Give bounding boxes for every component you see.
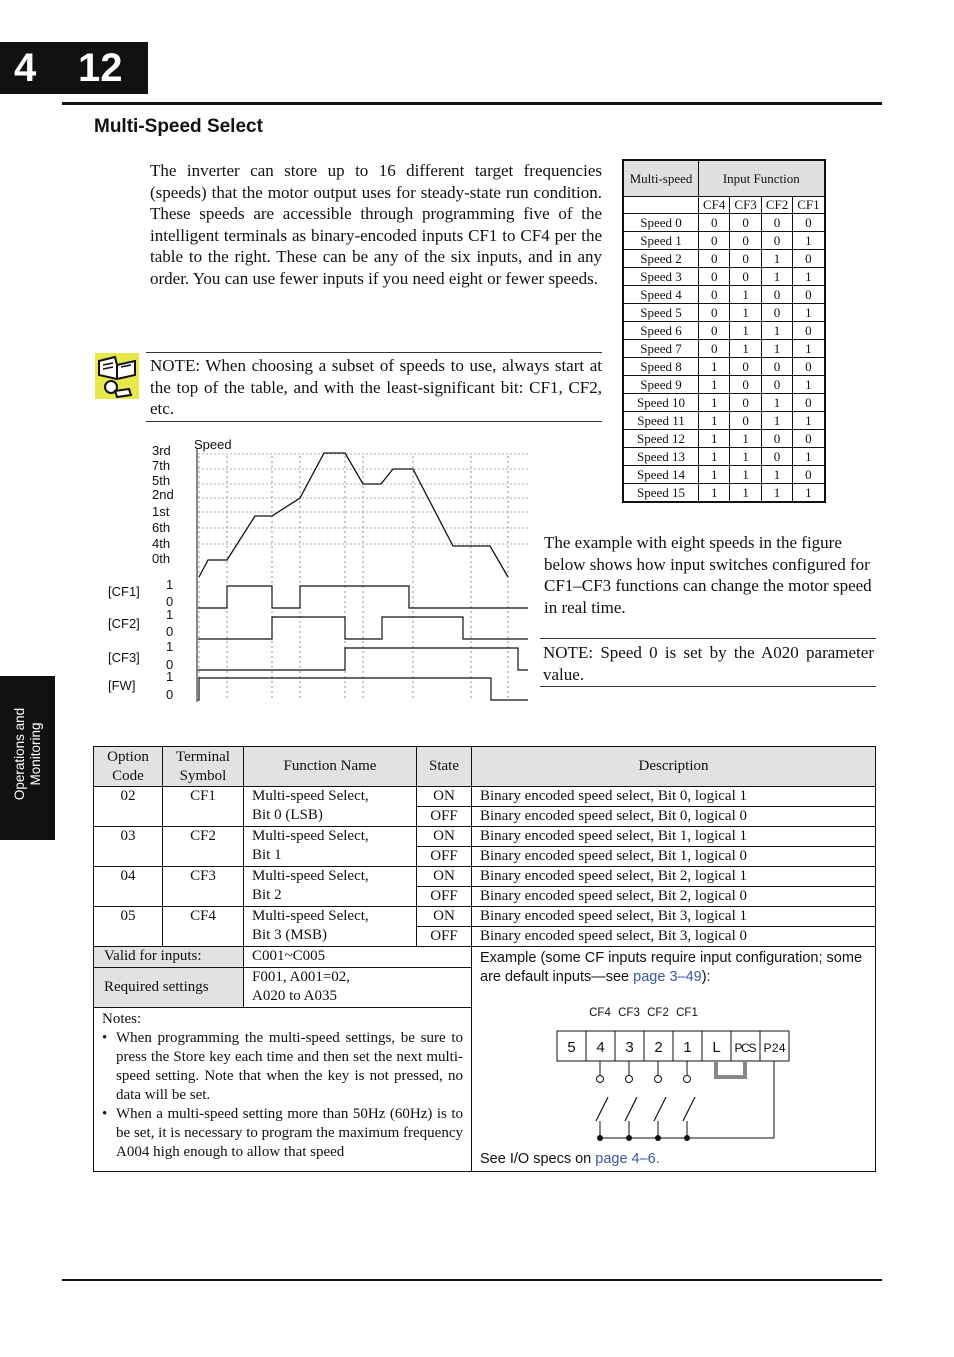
- option-code: 02: [94, 787, 163, 827]
- speed-bit: 1: [699, 358, 730, 376]
- function-name-line1: Multi-speed Select,: [252, 868, 369, 884]
- note-1-text: : When choosing a subset of speeds to use, always start at the top of the table, and with the least-significant bit: CF1, CF2, etc.: [150, 356, 602, 418]
- terminal-label: P24: [763, 1041, 786, 1055]
- speed-bit: 0: [699, 232, 730, 250]
- speed-table-row: [623, 358, 825, 376]
- speed-bit: 0: [730, 250, 761, 268]
- switch-contact: [597, 1076, 604, 1083]
- description-on: Binary encoded speed select, Bit 2, logical 1: [472, 867, 876, 887]
- speed-bit: 0: [761, 448, 792, 466]
- option-code: 05: [94, 907, 163, 947]
- speed-bit: 0: [761, 376, 792, 394]
- intro-paragraph: The inverter can store up to 16 different target frequencies (speeds) that the motor output uses for steady-state run condition. These speeds are accessible through programming five of the intelligent terminals as binary-encoded inputs CF1 to CF4 per the table to the right. These can be any of the six inputs, and in any order. You can use fewer inputs if you need eight or fewer speeds.: [150, 161, 602, 288]
- state-on: ON: [417, 827, 472, 847]
- terminal-label: 5: [567, 1039, 576, 1056]
- speed-bit: 1: [761, 394, 792, 412]
- side-tab: [0, 676, 55, 840]
- signal-low-label: 0: [166, 657, 174, 672]
- speed-table-row: [623, 340, 825, 358]
- speed-bit: 0: [793, 430, 825, 448]
- function-row: [94, 867, 876, 887]
- required-label: Required settings: [94, 967, 244, 1007]
- speed-bit: 1: [699, 412, 730, 430]
- speed-bit: 0: [730, 412, 761, 430]
- speed-table-subheader: CF1: [793, 197, 825, 214]
- terminal-label: 1: [683, 1039, 692, 1056]
- speed-name: Speed 10: [623, 394, 699, 412]
- speed-bit: 0: [730, 358, 761, 376]
- col-state: State: [417, 747, 472, 787]
- state-off: OFF: [417, 887, 472, 907]
- terminal-symbol: CF3: [163, 867, 244, 907]
- bottom-rule: [62, 1279, 882, 1281]
- speed-level-label: 3rd: [152, 443, 171, 458]
- speed-name: Speed 11: [623, 412, 699, 430]
- speed-table-row: [623, 466, 825, 484]
- bullet-icon: •: [102, 1105, 108, 1122]
- notes-title: Notes:: [102, 1010, 142, 1027]
- io-lead: See I/O specs on: [480, 1151, 596, 1167]
- speed-bit: 0: [761, 232, 792, 250]
- speed-table-subheader: CF4: [699, 197, 730, 214]
- terminal-label: 4: [596, 1039, 605, 1056]
- function-name-line2: Bit 3 (MSB): [252, 927, 328, 943]
- signal-name: [CF1]: [108, 584, 140, 599]
- function-table: [93, 746, 876, 1172]
- speed-table-row: [623, 430, 825, 448]
- signal-high-label: 1: [166, 607, 174, 622]
- state-on: ON: [417, 787, 472, 807]
- speed-bit: 1: [793, 412, 825, 430]
- terminal-label: 3: [625, 1039, 634, 1056]
- function-name-line1: Multi-speed Select,: [252, 908, 369, 924]
- speed-level-label: 5th: [152, 473, 171, 488]
- signal-name: [CF3]: [108, 650, 140, 665]
- speed-bit: 0: [793, 358, 825, 376]
- speed-bit: 0: [761, 214, 792, 232]
- speed-bit: 1: [730, 466, 761, 484]
- terminal-symbol: CF4: [163, 907, 244, 947]
- speed-bit: 1: [793, 484, 825, 503]
- speed-name: Speed 1: [623, 232, 699, 250]
- speed-name: Speed 15: [623, 484, 699, 503]
- speed-bit: 1: [761, 250, 792, 268]
- function-row: [94, 827, 876, 847]
- col-description: Description: [472, 747, 876, 787]
- speed-bit: 0: [699, 304, 730, 322]
- switch-lever: [596, 1097, 608, 1121]
- speed-table-row: [623, 304, 825, 322]
- signal-waveform: [198, 617, 528, 639]
- io-link[interactable]: page 4–6.: [595, 1151, 660, 1167]
- speed-bit: 1: [793, 340, 825, 358]
- col-function-name: Function Name: [244, 747, 417, 787]
- switch-lever: [654, 1097, 666, 1121]
- speed-bit: 1: [761, 268, 792, 286]
- speed-level-label: 1st: [152, 504, 170, 519]
- speed-name: Speed 3: [623, 268, 699, 286]
- description-off: Binary encoded speed select, Bit 2, logical 0: [472, 887, 876, 907]
- speed-bit: 1: [761, 412, 792, 430]
- function-name: [244, 787, 417, 827]
- function-name: [244, 867, 417, 907]
- note-2: [543, 642, 874, 685]
- signal-high-label: 1: [166, 639, 174, 654]
- signal-low-label: 0: [166, 624, 174, 639]
- speed-table-col1-header: Multi-speed: [623, 160, 699, 197]
- signal-high-label: 1: [166, 577, 174, 592]
- description-on: Binary encoded speed select, Bit 0, logical 1: [472, 787, 876, 807]
- speed-bit: 1: [793, 376, 825, 394]
- example-tail: ):: [701, 968, 711, 985]
- speed-bit: 0: [730, 232, 761, 250]
- chapter-page-tab: [0, 42, 148, 94]
- terminal-label: 2: [654, 1039, 663, 1056]
- speed-level-label: 2nd: [152, 487, 174, 502]
- chart-speed-label: Speed: [194, 437, 232, 452]
- speed-bit: 1: [730, 304, 761, 322]
- function-name: [244, 827, 417, 867]
- example-lead: Example (some CF inputs require input configuration; some are default inputs—see: [480, 950, 863, 985]
- speed-name: Speed 9: [623, 376, 699, 394]
- speed-bit: 0: [730, 394, 761, 412]
- terminal-symbol: CF2: [163, 827, 244, 867]
- speed-bit: 0: [793, 466, 825, 484]
- description-on: Binary encoded speed select, Bit 1, logical 1: [472, 827, 876, 847]
- speed-bit: 0: [699, 214, 730, 232]
- speed-name: Speed 12: [623, 430, 699, 448]
- speed-name: Speed 0: [623, 214, 699, 232]
- valid-label: Valid for inputs:: [94, 947, 244, 968]
- note-1: [150, 355, 602, 420]
- speed-name: Speed 7: [623, 340, 699, 358]
- terminal-label: L: [712, 1039, 721, 1056]
- example-text: The example with eight speeds in the figure below shows how input switches configured for CF1–CF3 functions can change the motor speed in real time.: [544, 533, 872, 617]
- top-rule: [62, 102, 882, 105]
- speed-bit: 0: [793, 286, 825, 304]
- speed-table-blank: [623, 197, 699, 214]
- speed-bit: 1: [730, 430, 761, 448]
- speed-table-row: [623, 232, 825, 250]
- speed-name: Speed 2: [623, 250, 699, 268]
- speed-table-row: [623, 268, 825, 286]
- note-2-label: NOTE: [543, 643, 589, 662]
- speed-table: [622, 159, 826, 503]
- required-value-2: A020 to A035: [252, 987, 338, 1004]
- signal-name: [CF2]: [108, 616, 140, 631]
- function-name-line1: Multi-speed Select,: [252, 828, 369, 844]
- speed-bit: 1: [793, 268, 825, 286]
- switch-lever: [625, 1097, 637, 1121]
- side-tab-line2: Monitoring: [28, 722, 43, 786]
- function-name-line2: Bit 0 (LSB): [252, 807, 323, 823]
- speed-bit: 1: [730, 448, 761, 466]
- speed-table-group-header: Input Function: [699, 160, 825, 197]
- speed-bit: 0: [730, 268, 761, 286]
- speed-table-row: [623, 286, 825, 304]
- switch-contact: [626, 1076, 633, 1083]
- speed-table-subheader: CF3: [730, 197, 761, 214]
- page-number: 12: [78, 46, 123, 90]
- speed-name: Speed 4: [623, 286, 699, 304]
- speed-table-row: [623, 484, 825, 503]
- speed-bit: 0: [793, 214, 825, 232]
- example-link[interactable]: page 3–49: [633, 968, 702, 985]
- speed-table-subheader: CF2: [761, 197, 792, 214]
- timing-chart: [104, 436, 534, 706]
- speed-bit: 1: [761, 466, 792, 484]
- speed-bit: 1: [730, 322, 761, 340]
- note-a: When programming the multi-speed settings, be sure to press the Store key each time and then set the next multi-speed setting. Note that when the key is not pressed, no data will be set.: [116, 1029, 463, 1103]
- state-on: ON: [417, 867, 472, 887]
- speed-bit: 0: [793, 250, 825, 268]
- speed-bit: 0: [761, 430, 792, 448]
- speed-bit: 1: [793, 304, 825, 322]
- col-terminal-symbol: Terminal Symbol: [163, 747, 244, 787]
- required-value-1: F001, A001=02,: [252, 968, 351, 985]
- speed-bit: 0: [761, 358, 792, 376]
- state-on: ON: [417, 907, 472, 927]
- signal-low-label: 0: [166, 594, 174, 609]
- wiring-input-label: CF2: [647, 1007, 669, 1019]
- valid-value: C001~C005: [244, 947, 472, 968]
- speed-bit: 0: [793, 322, 825, 340]
- speed-bit: 0: [793, 394, 825, 412]
- switch-contact: [655, 1076, 662, 1083]
- speed-bit: 1: [699, 376, 730, 394]
- speed-level-label: 7th: [152, 458, 171, 473]
- speed-table-row: [623, 250, 825, 268]
- function-row: [94, 907, 876, 927]
- speed-bit: 0: [730, 376, 761, 394]
- note-1-label: NOTE: [150, 356, 196, 375]
- speed-bit: 1: [699, 430, 730, 448]
- speed-name: Speed 5: [623, 304, 699, 322]
- switch-contact: [684, 1076, 691, 1083]
- speed-table-row: [623, 412, 825, 430]
- speed-bit: 1: [793, 448, 825, 466]
- speed-bit: 0: [699, 268, 730, 286]
- example-cell: [472, 947, 876, 1172]
- chapter-number: 4: [14, 46, 37, 90]
- speed-bit: 1: [730, 340, 761, 358]
- speed-name: Speed 13: [623, 448, 699, 466]
- speed-bit: 0: [730, 214, 761, 232]
- speed-level-label: 4th: [152, 536, 171, 551]
- note-b: When a multi-speed setting more than 50Hz (60Hz) is to be set, it is necessary to program the maximum frequency A004 high enough to allow that speed: [116, 1105, 463, 1160]
- state-off: OFF: [417, 807, 472, 827]
- speed-name: Speed 6: [623, 322, 699, 340]
- description-off: Binary encoded speed select, Bit 3, logical 0: [472, 927, 876, 947]
- terminal-label: PCS: [734, 1041, 757, 1055]
- speed-table-row: [623, 214, 825, 232]
- speed-bit: 1: [699, 448, 730, 466]
- speed-bit: 0: [699, 286, 730, 304]
- note-bottom-rule: [146, 421, 602, 422]
- side-tab-line1: Operations and: [12, 707, 27, 801]
- description-on: Binary encoded speed select, Bit 3, logical 1: [472, 907, 876, 927]
- speed-table-row: [623, 394, 825, 412]
- section-title: Multi-Speed Select: [94, 116, 263, 137]
- notes-cell: [94, 1007, 472, 1171]
- speed-bit: 1: [793, 232, 825, 250]
- note-book-icon: [95, 353, 139, 399]
- function-row: [94, 787, 876, 807]
- speed-table-row: [623, 448, 825, 466]
- wiring-input-label: CF3: [618, 1007, 640, 1019]
- function-name-line2: Bit 2: [252, 887, 282, 903]
- speed-bit: 1: [761, 484, 792, 503]
- option-code: 04: [94, 867, 163, 907]
- speed-bit: 1: [761, 340, 792, 358]
- note-2-text: : Speed 0 is set by the A020 parameter value.: [543, 643, 874, 684]
- speed-bit: 0: [699, 340, 730, 358]
- speed-bit: 0: [699, 322, 730, 340]
- col-option-code: Option Code: [94, 747, 163, 787]
- speed-level-label: 6th: [152, 520, 171, 535]
- function-name: [244, 907, 417, 947]
- note-top-rule: [146, 352, 602, 353]
- option-code: 03: [94, 827, 163, 867]
- speed-bit: 1: [699, 484, 730, 503]
- description-off: Binary encoded speed select, Bit 1, logical 0: [472, 847, 876, 867]
- switch-lever: [683, 1097, 695, 1121]
- signal-high-label: 1: [166, 669, 174, 684]
- note-2-top-rule: [540, 638, 876, 639]
- state-off: OFF: [417, 927, 472, 947]
- wiring-diagram: [472, 986, 862, 1146]
- function-name-line2: Bit 1: [252, 847, 282, 863]
- wiring-input-label: CF4: [589, 1007, 611, 1019]
- terminal-symbol: CF1: [163, 787, 244, 827]
- speed-bit: 1: [699, 466, 730, 484]
- jumper-bar: [716, 1061, 745, 1077]
- speed-curve: [199, 453, 508, 577]
- speed-bit: 1: [761, 322, 792, 340]
- function-name-line1: Multi-speed Select,: [252, 788, 369, 804]
- speed-bit: 1: [730, 286, 761, 304]
- speed-bit: 0: [761, 304, 792, 322]
- speed-table-row: [623, 376, 825, 394]
- signal-low-label: 0: [166, 687, 174, 702]
- speed-name: Speed 8: [623, 358, 699, 376]
- speed-bit: 1: [730, 484, 761, 503]
- state-off: OFF: [417, 847, 472, 867]
- speed-bit: 0: [699, 250, 730, 268]
- description-off: Binary encoded speed select, Bit 0, logical 0: [472, 807, 876, 827]
- speed-bit: 0: [761, 286, 792, 304]
- speed-level-label: 0th: [152, 551, 171, 566]
- speed-table-row: [623, 322, 825, 340]
- note-2-bottom-rule: [540, 686, 876, 687]
- speed-bit: 1: [699, 394, 730, 412]
- speed-name: Speed 14: [623, 466, 699, 484]
- bullet-icon: •: [102, 1029, 108, 1046]
- wiring-input-label: CF1: [676, 1007, 698, 1019]
- signal-name: [FW]: [108, 678, 136, 693]
